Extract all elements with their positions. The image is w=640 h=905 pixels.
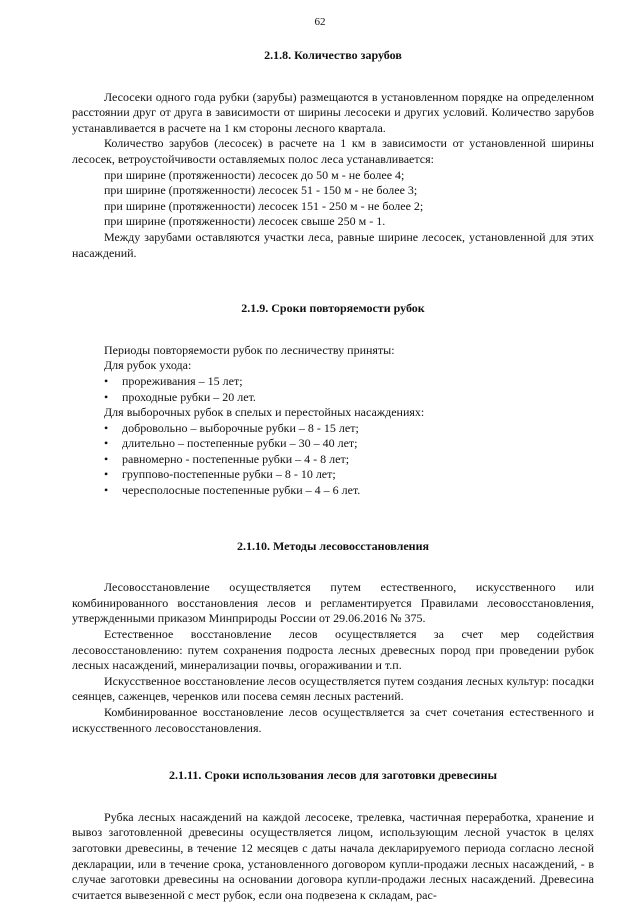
care-cuttings-label: Для рубок ухода:: [104, 358, 192, 373]
paragraph-combined-reforestation: Комбинированное восстановление лесов осуществляется за счет сочетания естественного и искусственного лесовосстановления.: [72, 705, 594, 735]
page-number: 62: [314, 16, 326, 28]
selective-cuttings-list: [72, 421, 594, 499]
bullet-icon: •: [104, 483, 109, 498]
paragraph-zaruby-placement: Лесосеки одного года рубки (зарубы) размещаются в установленном порядке на определенном расстоянии друг от друга в зависимости от ширины лесосеки и других условий. Количество зарубов устанавливается в расчете на 1 км стороны лесного квартала.: [72, 89, 594, 135]
zaruby-width-item: при ширине (протяженности) лесосек 151 - 250 м - не более 2;: [104, 198, 424, 213]
list-item: • чересполосные постепенные рубки – 4 – 6 лет.: [104, 483, 361, 498]
paragraph-harvest-terms: Рубка лесных насаждений на каждой лесосеке, трелевка, частичная переработка, хранение и вывоз заготовленной древесины осуществляется лицом, использующим лесной участок в целях заготовки древесины, в течение 12 месяцев с даты начала декларируемого периода согласно лесной декларации, или в течение срока, установленного договором купли-продажи лесных насаждений, - в случае заготовки древесины на основании договора купли-продажи лесных насаждений. Древесина считается вывезенной с мест рубок, если она подвезена к складам, рас-: [72, 809, 594, 902]
section-title-2-1-8: 2.1.8. Количество зарубов: [264, 48, 402, 62]
selective-cuttings-label: Для выборочных рубок в спелых и перестойных насаждениях:: [104, 405, 425, 420]
zaruby-width-item: при ширине (протяженности) лесосек до 50 м - не более 4;: [104, 167, 405, 182]
list-item: • длительно – постепенные рубки – 30 – 40 лет;: [104, 436, 358, 451]
care-cuttings-list: [72, 374, 594, 405]
list-item: • прореживания – 15 лет;: [104, 373, 243, 388]
list-item: • добровольно – выборочные рубки – 8 - 15 лет;: [104, 420, 359, 435]
bullet-icon: •: [104, 436, 109, 451]
paragraph-reforestation-methods: Лесовосстановление осуществляется путем естественного, искусственного или комбинированного восстановления лесов и регламентируется Правилами лесовосстановления, утвержденными приказом Минприроды России от 29.06.2016 № 375.: [72, 580, 594, 626]
bullet-icon: •: [104, 389, 109, 404]
page-content: [72, 38, 594, 903]
bullet-icon: •: [104, 420, 109, 435]
bullet-icon: •: [104, 373, 109, 388]
paragraph-natural-reforestation: Естественное восстановление лесов осуществляется за счет мер содействия лесовосстановлению: путем сохранения подроста лесных древесных пород при проведении рубок лесных насаждений, минерализации почвы, огораживании и т.п.: [72, 627, 594, 673]
paragraph-zaruby-count: Количество зарубов (лесосек) в расчете на 1 км в зависимости от установленной ширины лесосек, ветроустойчивости оставляемых полос леса устанавливается:: [72, 136, 594, 166]
list-item: • равномерно - постепенные рубки – 4 - 8 лет;: [104, 451, 350, 466]
section-title-2-1-11: 2.1.11. Сроки использования лесов для заготовки древесины: [169, 768, 497, 783]
section-title-2-1-9: 2.1.9. Сроки повторяемости рубок: [241, 301, 425, 316]
bullet-icon: •: [104, 451, 109, 466]
list-item: • группово-постепенные рубки – 8 - 10 лет;: [104, 467, 336, 482]
list-item: • проходные рубки – 20 лет.: [104, 389, 256, 404]
paragraph-artificial-reforestation: Искусственное восстановление лесов осуществляется путем создания лесных культур: посадки сеянцев, саженцев, черенков или посева семян лесных растений.: [72, 673, 594, 704]
bullet-icon: •: [104, 467, 109, 482]
paragraph-between-zaruby: Между зарубами оставляются участки леса, равные ширине лесосек, установленной для этих насаждений.: [72, 229, 594, 260]
repeat-periods-intro: Периоды повторяемости рубок по лесничеству приняты:: [104, 342, 395, 357]
section-title-2-1-10: 2.1.10. Методы лесовосстановления: [237, 538, 429, 553]
zaruby-width-item: при ширине (протяженности) лесосек 51 - 150 м - не более 3;: [104, 183, 418, 198]
zaruby-width-item: при ширине (протяженности) лесосек свыше 250 м - 1.: [104, 214, 386, 229]
